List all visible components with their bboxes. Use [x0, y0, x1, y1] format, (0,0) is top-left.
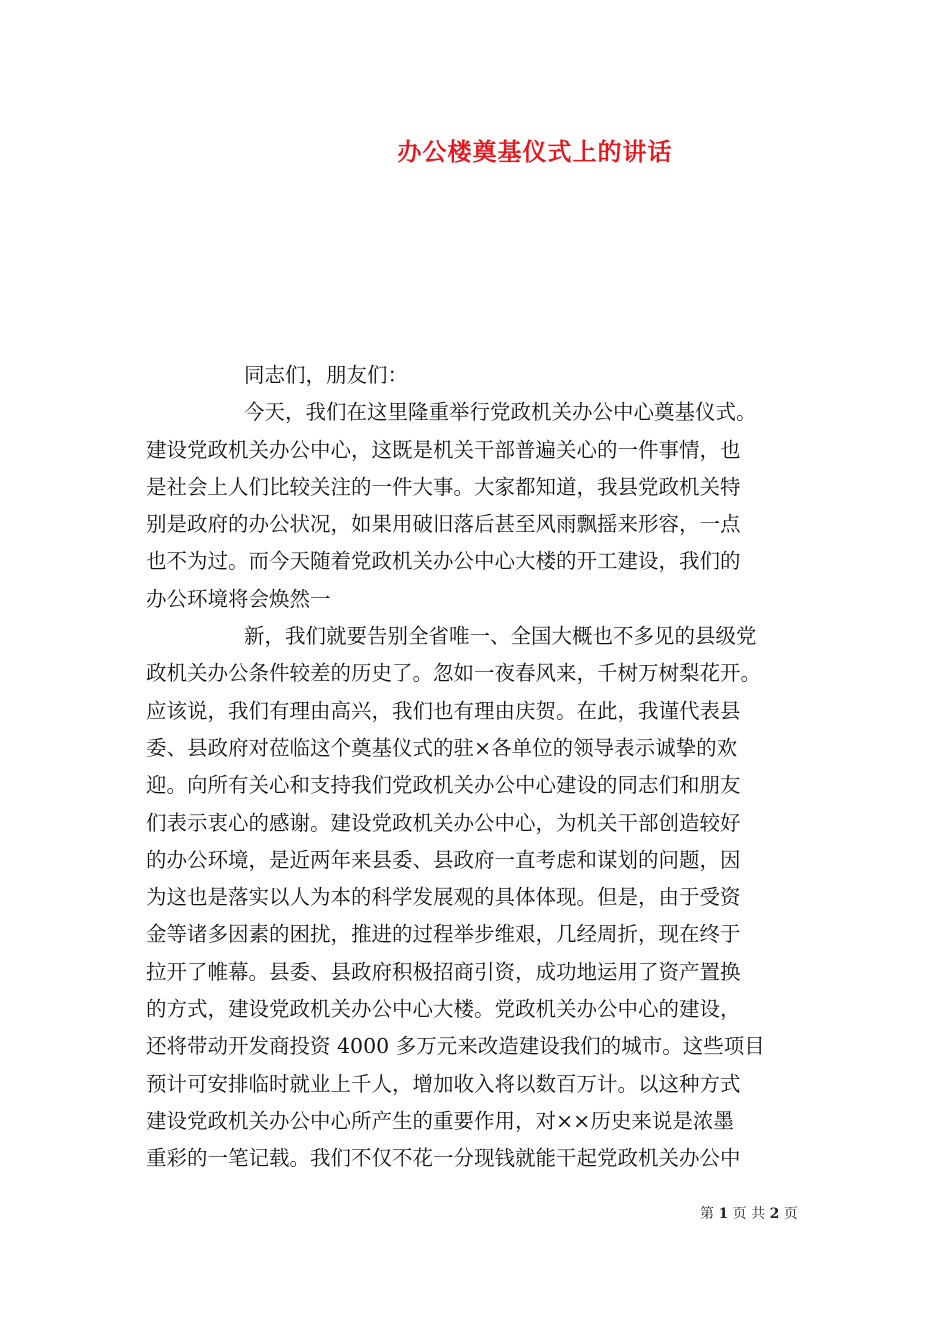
text-line: 的方式，建设党政机关办公中心大楼。党政机关办公中心的建设， — [146, 997, 741, 1022]
text-line: 迎。向所有关心和支持我们党政机关办公中心建设的同志们和朋友 — [146, 773, 741, 798]
text-line: 也不为过。而今天随着党政机关办公中心大楼的开工建设，我们的 — [146, 549, 741, 574]
text-line: 拉开了帷幕。县委、县政府积极招商引资，成功地运用了资产置换 — [146, 959, 741, 984]
salutation: 同志们，朋友们： — [244, 363, 408, 387]
text-line: 为这也是落实以人为本的科学发展观的具体体现。但是，由于受资 — [146, 885, 741, 910]
text-line: 建设党政机关办公中心所产生的重要作用，对××历史来说是浓墨 — [146, 1108, 734, 1133]
text-line: 还将带动开发商投资 4000 多万元来改造建设我们的城市。这些项目 — [146, 1034, 765, 1059]
text-line: 是社会上人们比较关注的一件大事。大家都知道，我县党政机关特 — [146, 474, 741, 499]
text-line: 政机关办公条件较差的历史了。忽如一夜春风来，千树万树梨花开。 — [146, 661, 761, 686]
text-line: 预计可安排临时就业上千人，增加收入将以数百万计。以这种方式 — [146, 1071, 741, 1096]
text-line: 应该说，我们有理由高兴，我们也有理由庆贺。在此，我谨代表县 — [146, 698, 741, 723]
text-line: 们表示衷心的感谢。建设党政机关办公中心，为机关干部创造较好 — [146, 810, 741, 835]
page-number-footer — [700, 1203, 798, 1223]
text-line: 金等诸多因素的困扰，推进的过程举步维艰，几经周折，现在终于 — [146, 922, 741, 947]
text-line: 的办公环境，是近两年来县委、县政府一直考虑和谋划的问题，因 — [146, 847, 741, 872]
current-page-number: 1 — [718, 1206, 729, 1222]
text-line: 今天，我们在这里隆重举行党政机关办公中心奠基仪式。 — [244, 400, 757, 425]
text-line: 重彩的一笔记载。我们不仅不花一分现钱就能干起党政机关办公中 — [146, 1146, 741, 1171]
page-title: 办公楼奠基仪式上的讲话 — [397, 137, 673, 166]
text-line: 建设党政机关办公中心，这既是机关干部普遍关心的一件事情，也 — [146, 437, 741, 462]
footer-suffix: 页 — [783, 1206, 798, 1222]
text-line: 别是政府的办公状况，如果用破旧落后甚至风雨飘摇来形容，一点 — [146, 512, 741, 537]
text-line: 委、县政府对莅临这个奠基仪式的驻×各单位的领导表示诚挚的欢 — [146, 735, 738, 760]
footer-prefix: 第 — [700, 1206, 714, 1222]
footer-middle: 页 共 — [732, 1206, 766, 1222]
total-page-number: 2 — [769, 1206, 780, 1222]
text-line: 新，我们就要告别全省唯一、全国大概也不多见的县级党 — [244, 624, 757, 649]
speech-body — [146, 357, 810, 1178]
text-line: 办公环境将会焕然一 — [146, 586, 331, 611]
